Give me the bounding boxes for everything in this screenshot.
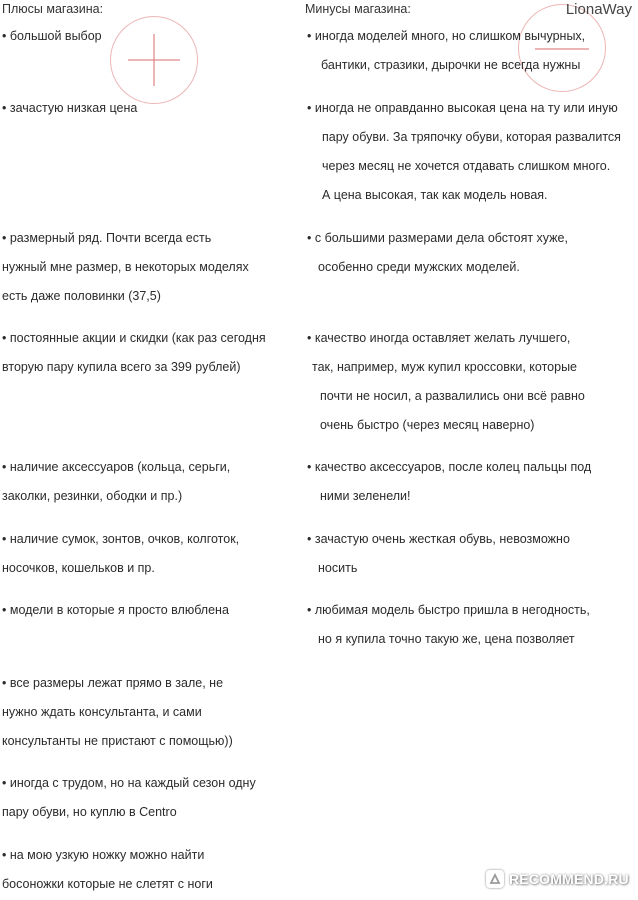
author-watermark: LionaWay [565,1,632,18]
pros-line: носочков, кошельков и пр. [2,561,155,575]
pros-line: пару обуви, но куплю в Centro [2,805,177,819]
cons-heading: Минусы магазина: [305,2,411,16]
pros-line: босоножки которые не слетят с ноги [2,877,213,891]
cons-line: • зачастую очень жесткая обувь, невозможно [307,532,570,546]
cons-line: • качество аксессуаров, после колец пальцы под [307,460,592,474]
pros-line: • зачастую низкая цена [2,101,138,115]
cons-line: через месяц не хочется отдавать слишком много. [322,159,611,173]
cons-line: ними зеленели! [320,489,411,503]
cons-line: почти не носил, а развалились они всё равно [320,389,585,403]
cons-line: А цена высокая, так как модель новая. [322,188,548,202]
pros-line: • иногда с трудом, но на каждый сезон одну [2,776,256,790]
pros-heading: Плюсы магазина: [2,2,104,16]
cons-line: очень быстро (через месяц наверно) [320,418,535,432]
cons-line: бантики, стразики, дырочки не всегда нужны [321,58,581,72]
cons-line: носить [318,561,358,575]
cons-line: так, например, муж купил кроссовки, которые [312,360,578,374]
plus-circle-icon [110,16,198,104]
cons-line: пару обуви. За тряпочку обуви, которая развалится [322,130,621,144]
pros-line: консультанты не пристают с помощью)) [2,734,233,748]
cons-line: • качество иногда оставляет желать лучшего, [307,331,571,345]
pros-line: • все размеры лежат прямо в зале, не [2,676,224,690]
site-watermark [486,868,632,890]
pros-line: • постоянные акции и скидки (как раз сегодня [2,331,266,345]
cons-line: особенно среди мужских моделей. [318,260,520,274]
pros-line: • наличие аксессуаров (кольца, серьги, [2,460,231,474]
pros-line: • большой выбор [2,29,102,43]
recommend-logo-icon [486,870,504,888]
pros-line: нужно ждать консультанта, и сами [2,705,202,719]
pros-line: • модели в которые я просто влюблена [2,603,229,617]
pros-line: • на мою узкую ножку можно найти [2,848,205,862]
pros-line: • наличие сумок, зонтов, очков, колготок, [2,532,240,546]
cons-line: • иногда моделей много, но слишком вычурных, [307,29,586,43]
pros-line: нужный мне размер, в некоторых моделях [2,260,249,274]
pros-line: есть даже половинки (37,5) [2,289,161,303]
pros-line: • размерный ряд. Почти всегда есть [2,231,212,245]
site-watermark-text: RECOMMEND.RU [509,871,629,887]
cons-line: но я купила точно такую же, цена позволяет [318,632,575,646]
cons-line: • иногда не оправданно высокая цена на ту или иную [307,101,618,115]
cons-line: • любимая модель быстро пришла в негодность, [307,603,590,617]
pros-line: заколки, резинки, ободки и пр.) [2,489,183,503]
cons-line: • с большими размерами дела обстоят хуже, [307,231,568,245]
pros-line: вторую пару купила всего за 399 рублей) [2,360,241,374]
